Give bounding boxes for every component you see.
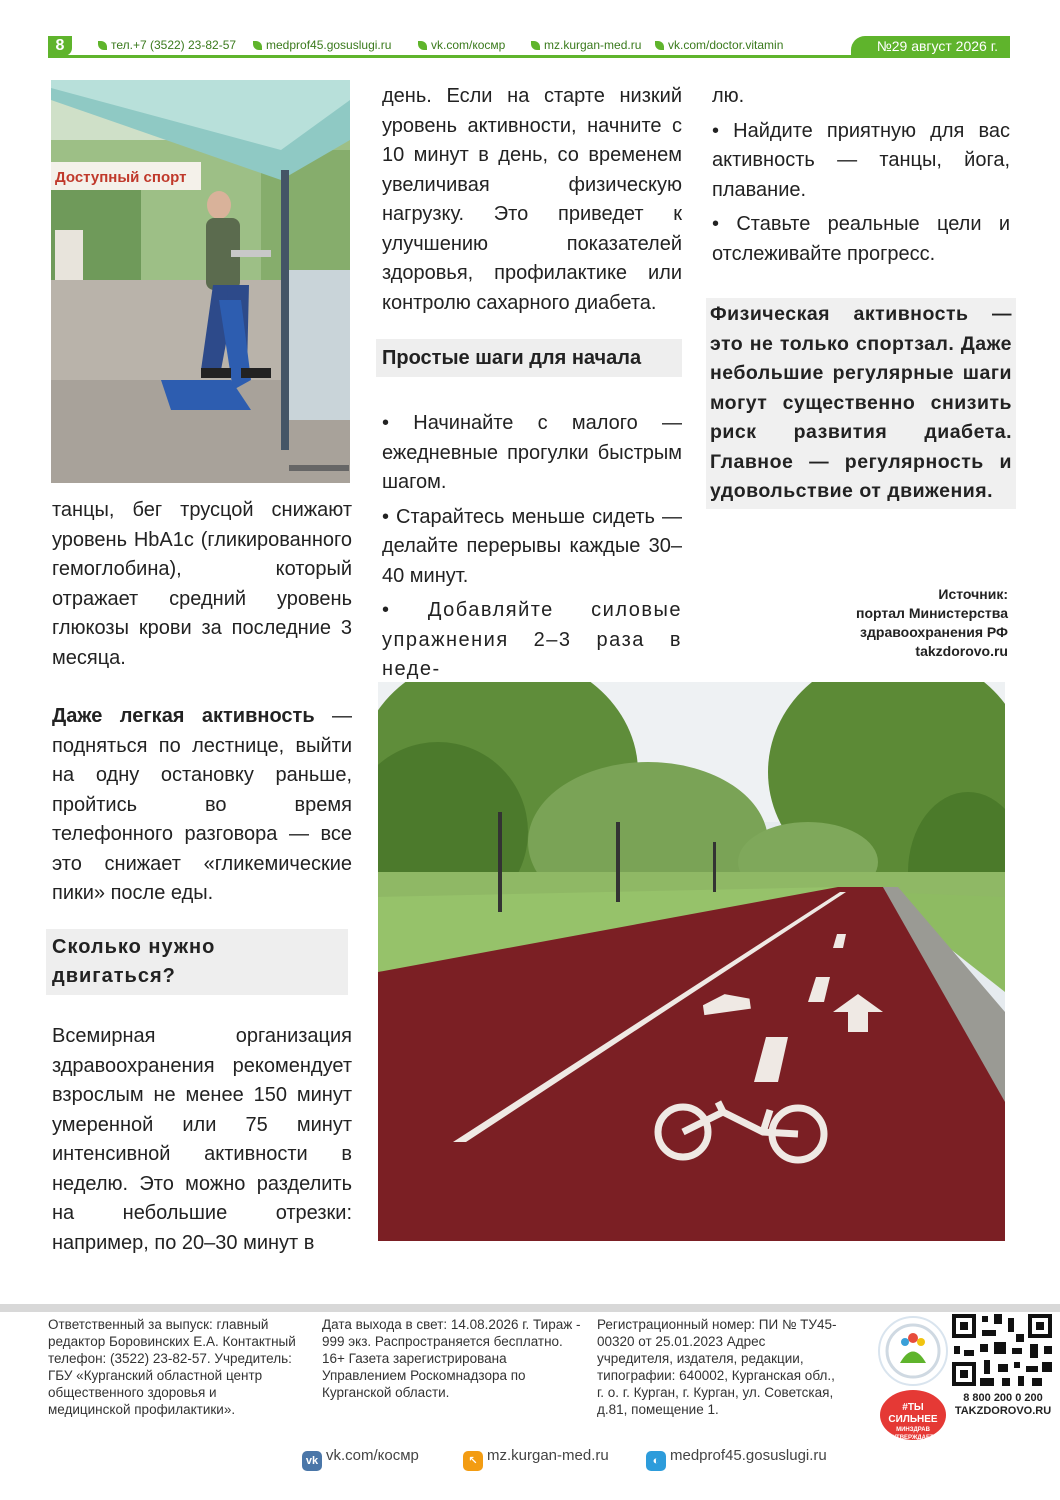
bullet-real-goals: • Ставьте реальные цели и отслеживайте прогресс. bbox=[712, 213, 1010, 265]
paragraph-light-activity: Даже легкая активность — подняться по лестнице, выйти на одну остановку раньше, пройтись во время телефонного разговора — все это снижает «гликемические пики» после еды. bbox=[52, 705, 352, 904]
page-header bbox=[48, 36, 1010, 58]
bullet-start-small: • Начинайте с малого — ежедневные прогулки быстрым шагом. bbox=[382, 412, 682, 493]
header-link-medprof[interactable]: medprof45.gosuslugi.ru bbox=[253, 38, 391, 52]
leaf-icon bbox=[98, 41, 107, 50]
bullet-strength: • Добавляйте силовые упражнения 2–3 раза в неде- bbox=[382, 599, 682, 680]
light-activity-bold: Даже легкая активность bbox=[52, 705, 315, 727]
column-2 bbox=[382, 82, 682, 318]
ty-silnee-logo: #ТЫ СИЛЬНЕЕ МИНЗДРАВ УТВЕРЖДАЕТ bbox=[880, 1390, 946, 1440]
leaf-icon bbox=[531, 41, 540, 50]
footer-link-mz[interactable]: ↖ mz.kurgan-med.ru bbox=[463, 1447, 609, 1471]
heading-simple-steps: Простые шаги для начала bbox=[376, 339, 682, 377]
footer-link-vk[interactable]: vk vk.com/космр bbox=[302, 1447, 419, 1471]
hotline-info bbox=[950, 1392, 1056, 1418]
column-1-lower bbox=[52, 1022, 352, 1258]
source-link[interactable]: takzdorovo.ru bbox=[915, 643, 1008, 659]
column-2-list bbox=[382, 409, 682, 685]
bullet-enjoy-activity: • Найдите приятную для вас активность — танцы, йога, плавание. bbox=[712, 119, 1010, 201]
header-phone: тел.+7 (3522) 23-82-57 bbox=[98, 38, 236, 52]
source-line-3: здравоохранения РФ bbox=[860, 624, 1008, 640]
page-number: 8 bbox=[48, 36, 72, 56]
source-line-2: портал Министерства bbox=[856, 605, 1008, 621]
hotline-phone: 8 800 200 0 200 bbox=[963, 1392, 1043, 1404]
footer-registration-info: Регистрационный номер: ПИ № ТУ45-00320 от 25.01.2023 Адрес учредителя, издателя, редакции, типографии: 640002, Курганская обл., г. о. г. Курган, г. Курган, ул. Советская, д.81, помещение 1. bbox=[597, 1317, 837, 1417]
issue-badge: №29 август 2026 г. bbox=[851, 36, 1010, 56]
header-link-doctor-vitamin[interactable]: vk.com/doctor.vitamin bbox=[655, 38, 783, 52]
column-1 bbox=[52, 496, 352, 909]
leaf-icon bbox=[253, 41, 262, 50]
bullet-sit-less: • Старайтесь меньше сидеть — делайте перерывы каждые 30–40 минут. bbox=[382, 505, 682, 587]
photo-bike-path bbox=[378, 682, 1005, 1241]
paragraph-who-recommendation: Всемирная организация здравоохранения рекомендует взрослым не менее 150 минут умеренной или 75 минут интенсивной активности в неделю. Это можно разделить на небольшие отрезки: например, по 20–30 минут в bbox=[52, 1025, 352, 1254]
qr-code[interactable] bbox=[950, 1312, 1054, 1388]
photo-outdoor-gym bbox=[51, 80, 350, 483]
hotline-site[interactable]: TAKZDOROVO.RU bbox=[954, 1405, 1052, 1417]
source-note bbox=[780, 585, 1008, 661]
callout-physical-activity: Физическая активность — это не только спортзал. Даже небольшие регулярные шаги могут существенно снизить риск развития диабета. Главное — регулярность и удовольствие от движения. bbox=[706, 298, 1016, 509]
vk-icon: vk bbox=[302, 1451, 322, 1471]
paragraph-continuation: лю. bbox=[712, 85, 745, 107]
footer-publication-info: Дата выхода в свет: 14.08.2026 г. Тираж - 999 экз. Распространяется бесплатно. 16+ Газета зарегистрирована Управлением Роскомнадзора по Курганской области. bbox=[322, 1317, 581, 1400]
paragraph-start-low: день. Если на старте низкий уровень активности, начните с 10 минут в день, со временем увеличивая физическую нагрузку. Это приведет к улучшению показателей здоровья, профилактике или контролю сахарного диабета. bbox=[382, 85, 682, 314]
center-emblem bbox=[878, 1316, 948, 1386]
gosuslugi-icon: ◐ bbox=[646, 1451, 666, 1471]
gym-sign-text: Доступный спорт bbox=[55, 169, 187, 186]
column-3 bbox=[712, 82, 1010, 269]
source-label: Источник: bbox=[938, 586, 1008, 602]
cursor-icon: ↖ bbox=[463, 1451, 483, 1471]
header-link-mz[interactable]: mz.kurgan-med.ru bbox=[531, 38, 641, 52]
footer-band bbox=[0, 1304, 1060, 1312]
header-link-vk[interactable]: vk.com/космр bbox=[418, 38, 505, 52]
paragraph-hba1c: танцы, бег трусцой снижают уровень HbA1c (гликированного гемоглобина), который отражает средний уровень глюкозы крови за последние 3 месяца. bbox=[52, 499, 352, 669]
heading-how-much-to-move: Сколько нужно двигаться? bbox=[46, 929, 348, 995]
footer-editor-info: Ответственный за выпуск: главный редактор Боровинских Е.А. Контактный телефон: (3522) 23-82-57. Учредитель: ГБУ «Курганский областной центр общественного здоровья и медицинской профилактики». bbox=[48, 1317, 296, 1417]
leaf-icon bbox=[655, 41, 664, 50]
footer-link-medprof[interactable]: ◐ medprof45.gosuslugi.ru bbox=[646, 1447, 827, 1471]
leaf-icon bbox=[418, 41, 427, 50]
